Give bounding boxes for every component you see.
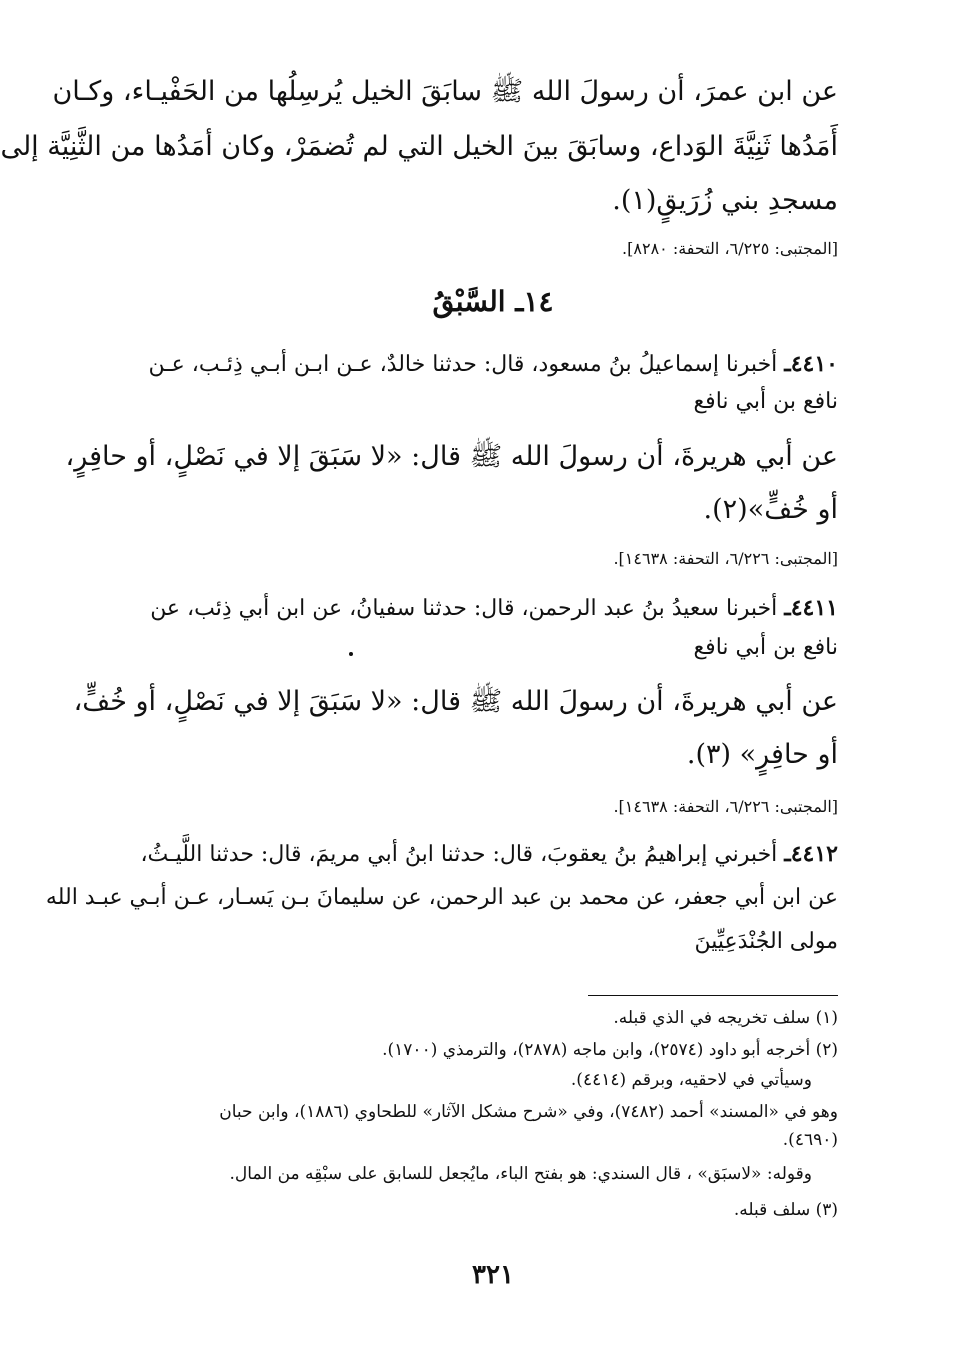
footnote-continuation: وهو في «المسند» أحمد (٧٤٨٢)، وفي «شرح مشكل الآثار» للطحاوي (١٨٨٦)، وابن حبان <box>219 1102 838 1122</box>
isnad-text: أخبرني إبراهيمُ بنُ يعقوبَ، قال: حدثنا ابنُ أبي مريمَ، قال: حدثنا اللَّيـثُ، <box>140 842 778 867</box>
hadith-matn-line: عن أبي هريرةَ، أن رسولَ الله ﷺ قال: «لا سَبَقَ إلا في نَصْلٍ، أو حافِرٍ، <box>65 441 838 472</box>
footnote-continuation: وقوله: «لاسبَق» ، قال السندي: هو بفتح الباء، مايُجعل للسابق على سبْقِه من المال. <box>229 1164 812 1184</box>
isnad-text: أخبرنا إسماعيلُ بنُ مسعود، قال: حدثنا خالدٌ، عـن ابـن أبـي ذِئـب، عـن <box>148 352 778 377</box>
ink-dot <box>349 652 353 656</box>
hadith-matn-line: أو خُفٍّ»(٢). <box>703 494 838 525</box>
text-line: مسجدِ بني زُرَيقٍ(١). <box>612 185 838 216</box>
footnote: (١) سلف تخريجه في الذي قبله. <box>613 1008 838 1028</box>
hadith-isnad-line: عن ابن أبي جعفر، عن محمد بن عبد الرحمن، عن سليمانَ بـن يَسـار، عـن أبـي عبـد الله <box>45 885 838 910</box>
footnote-separator <box>588 995 838 996</box>
hadith-isnad-line <box>136 346 838 383</box>
hadith-isnad-line: مولى الجُنْدَعِيِّينَ <box>694 929 838 954</box>
footnote-continuation: وسيأتي في لاحقيه، وبرقم (٤٤١٤). <box>570 1070 812 1090</box>
footnote-continuation: (٤٦٩٠). <box>782 1130 838 1150</box>
hadith-number: ٤٤١٢ـ <box>784 841 838 867</box>
footnote: (٣) سلف قبله. <box>733 1200 838 1220</box>
hadith-isnad-line <box>136 836 838 873</box>
text-line: عن ابن عمرَ، أن رسولَ الله ﷺ سابَقَ الخيل يُرسِلُها من الحَفْيـاء، وكـان <box>52 76 838 107</box>
isnad-text: أخبرنا سعيدُ بنُ عبد الرحمن، قال: حدثنا سفيانُ، عن ابن أبي ذِئب، عن <box>150 596 778 621</box>
footnote: (٢) أخرجه أبو داود (٢٥٧٤)، وابن ماجه (٢٨٧٨)، والترمذي (١٧٠٠). <box>382 1040 838 1060</box>
hadith-number: ٤٤١٠ـ <box>784 351 838 377</box>
page-number: ٣٢١ <box>472 1260 514 1290</box>
hadith-isnad-line: نافع بن أبي نافع <box>693 635 838 660</box>
hadith-isnad-line: نافع بن أبي نافع <box>693 389 838 414</box>
text-line: أَمَدُها ثَنِيَّةَ الوَداع، وسابَقَ بينَ الخيل التي لم تُضمَرْ، وكان أمَدُها من الثَّنِيَّة إلى <box>0 131 838 162</box>
source-reference: [المجتبى: ٦/٢٢٥، التحفة: ٨٢٨٠]. <box>622 239 838 258</box>
hadith-matn-line: أو حافِرٍ» (٣). <box>686 739 838 770</box>
source-reference: [المجتبى: ٦/٢٢٦، التحفة: ١٤٦٣٨]. <box>613 797 838 816</box>
hadith-isnad-line <box>136 590 838 627</box>
hadith-matn-line: عن أبي هريرةَ، أن رسولَ الله ﷺ قال: «لا سَبَقَ إلا في نَصْلٍ، أو خُفٍّ، <box>73 686 838 717</box>
source-reference: [المجتبى: ٦/٢٢٦، التحفة: ١٤٦٣٨]. <box>613 549 838 568</box>
hadith-number: ٤٤١١ـ <box>784 595 838 621</box>
section-title: ١٤ـ السَّبْقُ <box>432 285 554 318</box>
